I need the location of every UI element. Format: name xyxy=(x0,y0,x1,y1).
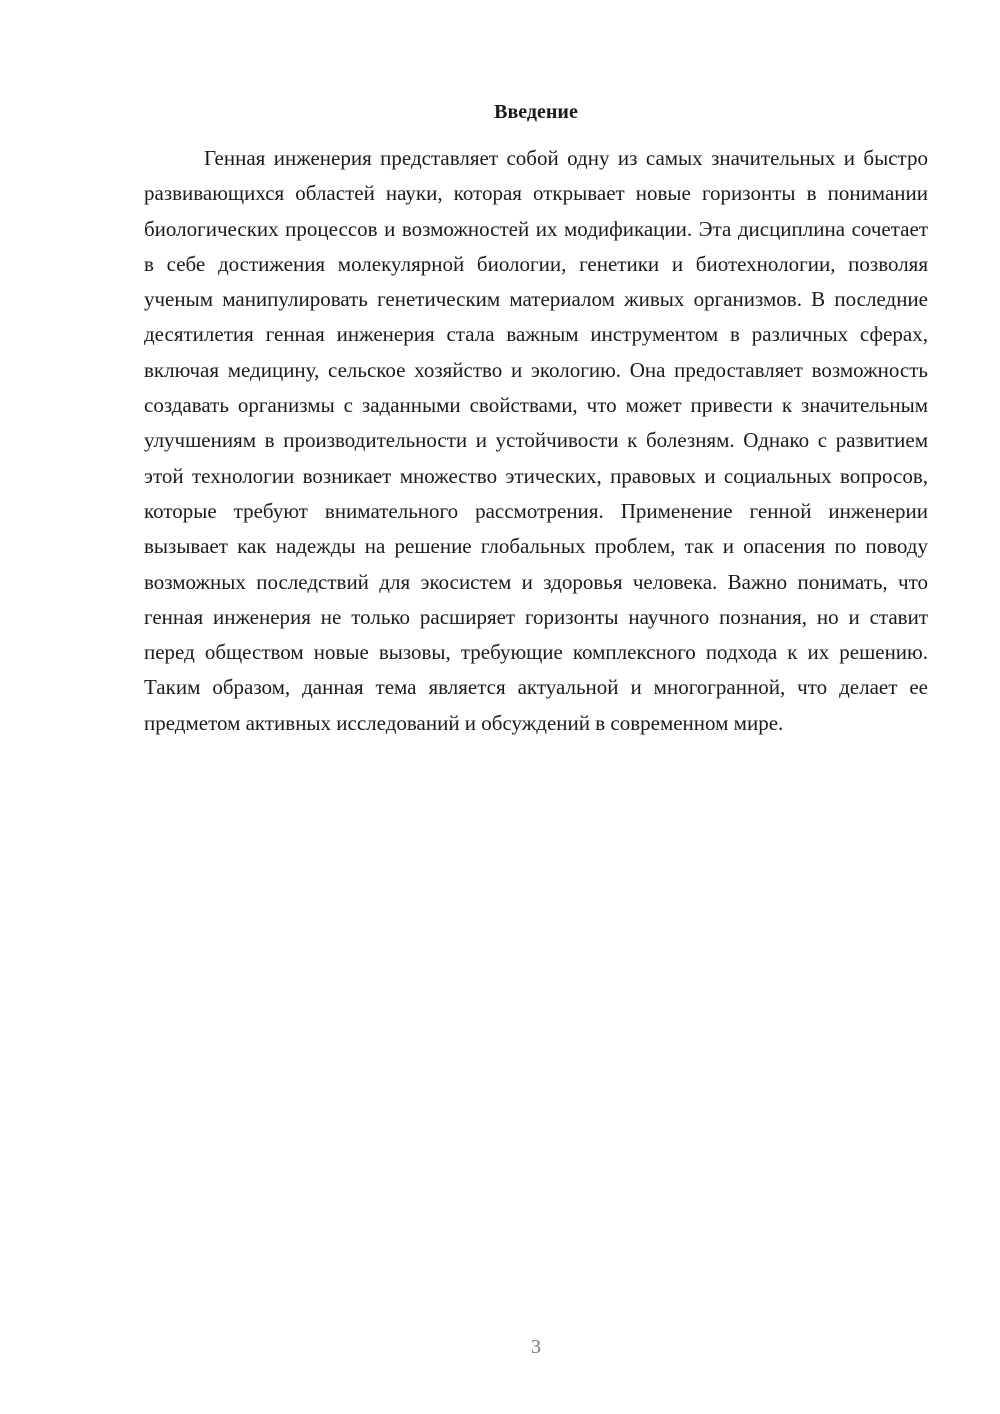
section-heading: Введение xyxy=(494,101,578,123)
body-paragraph: Генная инженерия представляет собой одну из самых значительных и быстро развивающихся областей науки, которая открывает новые горизонты в понимании биологических процессов и возможностей их модификации. Эта дисциплина сочетает в себе достижения молекулярной биологии, генетики и биотехнологии, позволяя ученым манипулировать генетическим материалом живых организмов. В последние десятилетия генная инженерия стала важным инструментом в различных сферах, включая медицину, сельское хозяйство и экологию. Она предоставляет возможность создавать организмы с заданными свойствами, что может привести к значительным улучшениям в производительности и устойчивости к болезням. Однако с развитием этой технологии возникает множество этических, правовых и социальных вопросов, которые требуют внимательного рассмотрения. Применение генной инженерии вызывает как надежды на решение глобальных проблем, так и опасения по поводу возможных последствий для экосистем и здоровья человека. Важно понимать, что генная инженерия не только расширяет горизонты научного познания, но и ставит перед обществом новые вызовы, требующие комплексного подхода к их решению. Таким образом, данная тема является актуальной и многогранной, что делает ее предметом активных исследований и обсуждений в современном мире. xyxy=(144,146,928,735)
page-number: 3 xyxy=(531,1336,541,1358)
